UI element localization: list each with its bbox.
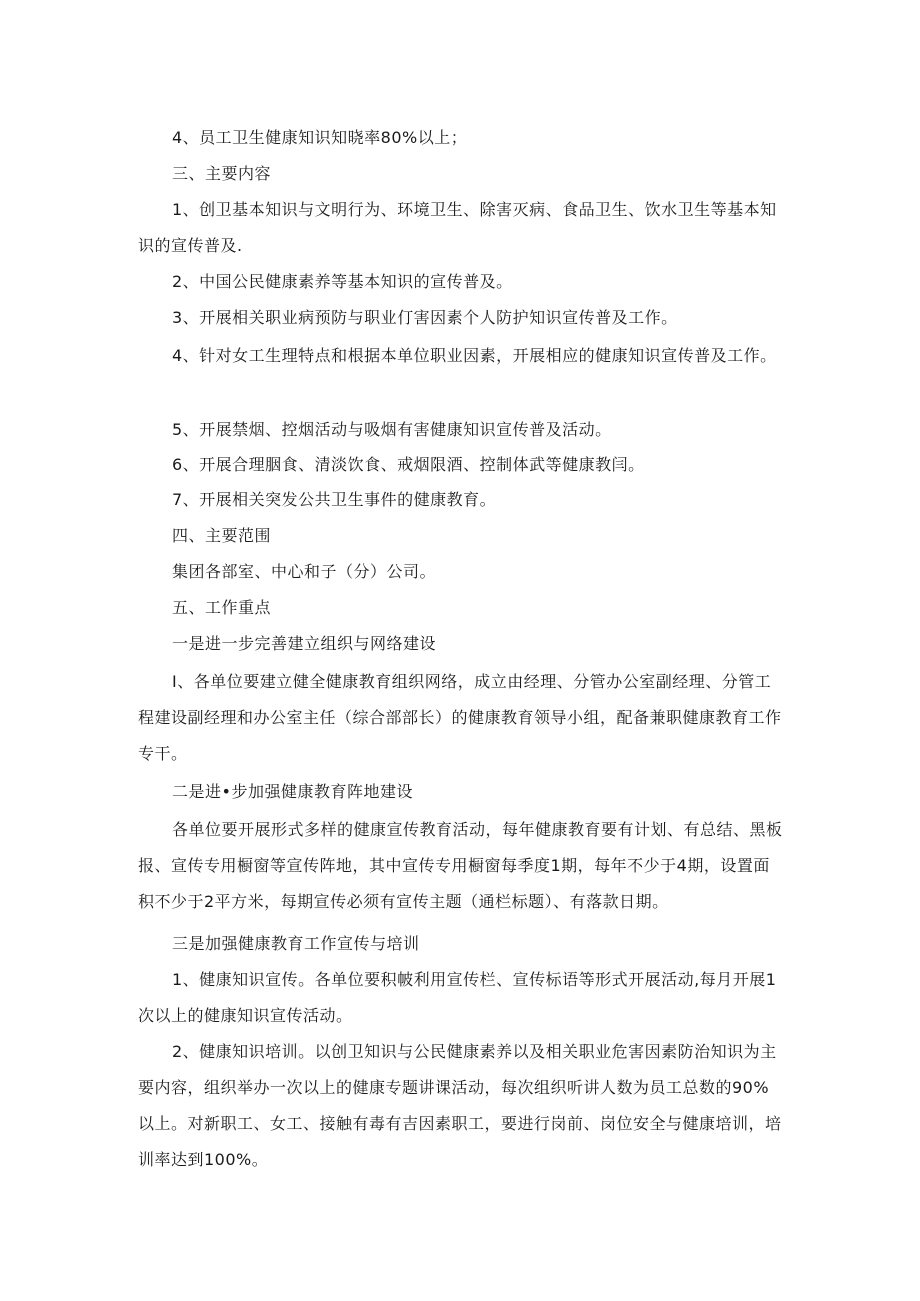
heading-main-content: 三、主要内容 [172,164,272,183]
subheading-position: 二是进•步加强健康教育阵地建设 [172,782,413,801]
paragraph-content-5: 5、开展禁烟、控烟活动与吸烟有害健康知识宣传普及活动。 [172,420,612,439]
subheading-organization: 一是进一步完善建立组织与网络建设 [172,634,437,653]
paragraph-goal-4: 4、员工卫生健康知识知晓率80%以上； [172,128,468,147]
paragraph-content-2: 2、中国公民健康素养等基本知识的宣传普及。 [172,272,513,291]
paragraph-content-4: 4、针对女工生理特点和根据本单位职业因素，开展相应的健康知识宣传普及工作。 [172,346,777,365]
paragraph-content-1: 1、创卫基本知识与文明行为、环境卫生、除害灭病、食品卫生、饮水卫生等基本知识的宣传普及. [138,200,777,255]
subheading-training: 三是加强健康教育工作宣传与培训 [172,934,420,953]
paragraph-organization: I、各单位要建立健全健康教育组织网络，成立由经理、分管办公室副经理、分管工程建设副经理和办公室主任（综合部部长）的健康教育领导小组，配备兼职健康教育工作专干。 [138,672,782,763]
heading-work-focus: 五、工作重点 [172,598,272,617]
heading-scope: 四、主要范围 [172,526,272,545]
paragraph-position: 各单位要开展形式多样的健康宣传教育活动，每年健康教育要有计划、有总结、黑板报、宣传专用橱窗等宣传阵地，其中宣传专用橱窗每季度1期，每年不少于4期，设置面积不少于2平方米，每期宣传必须有宣传主题（通栏标题）、有落款日期。 [138,820,783,911]
paragraph-scope: 集团各部室、中心和子（分）公司。 [172,562,437,581]
paragraph-training-2: 2、健康知识培训。以创卫知识与公民健康素养以及相关职业危害因素防治知识为主要内容，组织举办一次以上的健康专题讲课活动，每次组织听讲人数为员工总数的90%以上。对新职工、女工、接触有毒有吉因素职工，要进行岗前、岗位安全与健康培训，培训率达到100%。 [138,1042,782,1169]
paragraph-content-7: 7、开展相关突发公共卫生事件的健康教育。 [172,490,497,509]
paragraph-content-6: 6、开展合理胭食、清淡饮食、戒烟限酒、控制体武等健康教闫。 [172,455,645,474]
paragraph-content-3: 3、开展相关职业病预防与职业仃害因素个人防护知识宣传普及工作。 [172,308,678,327]
paragraph-training-1: 1、健康知识宣传。各单位要积帔利用宣传栏、宣传标语等形式开展活动,每月开展1次以上的健康知识宣传活动。 [138,970,777,1025]
